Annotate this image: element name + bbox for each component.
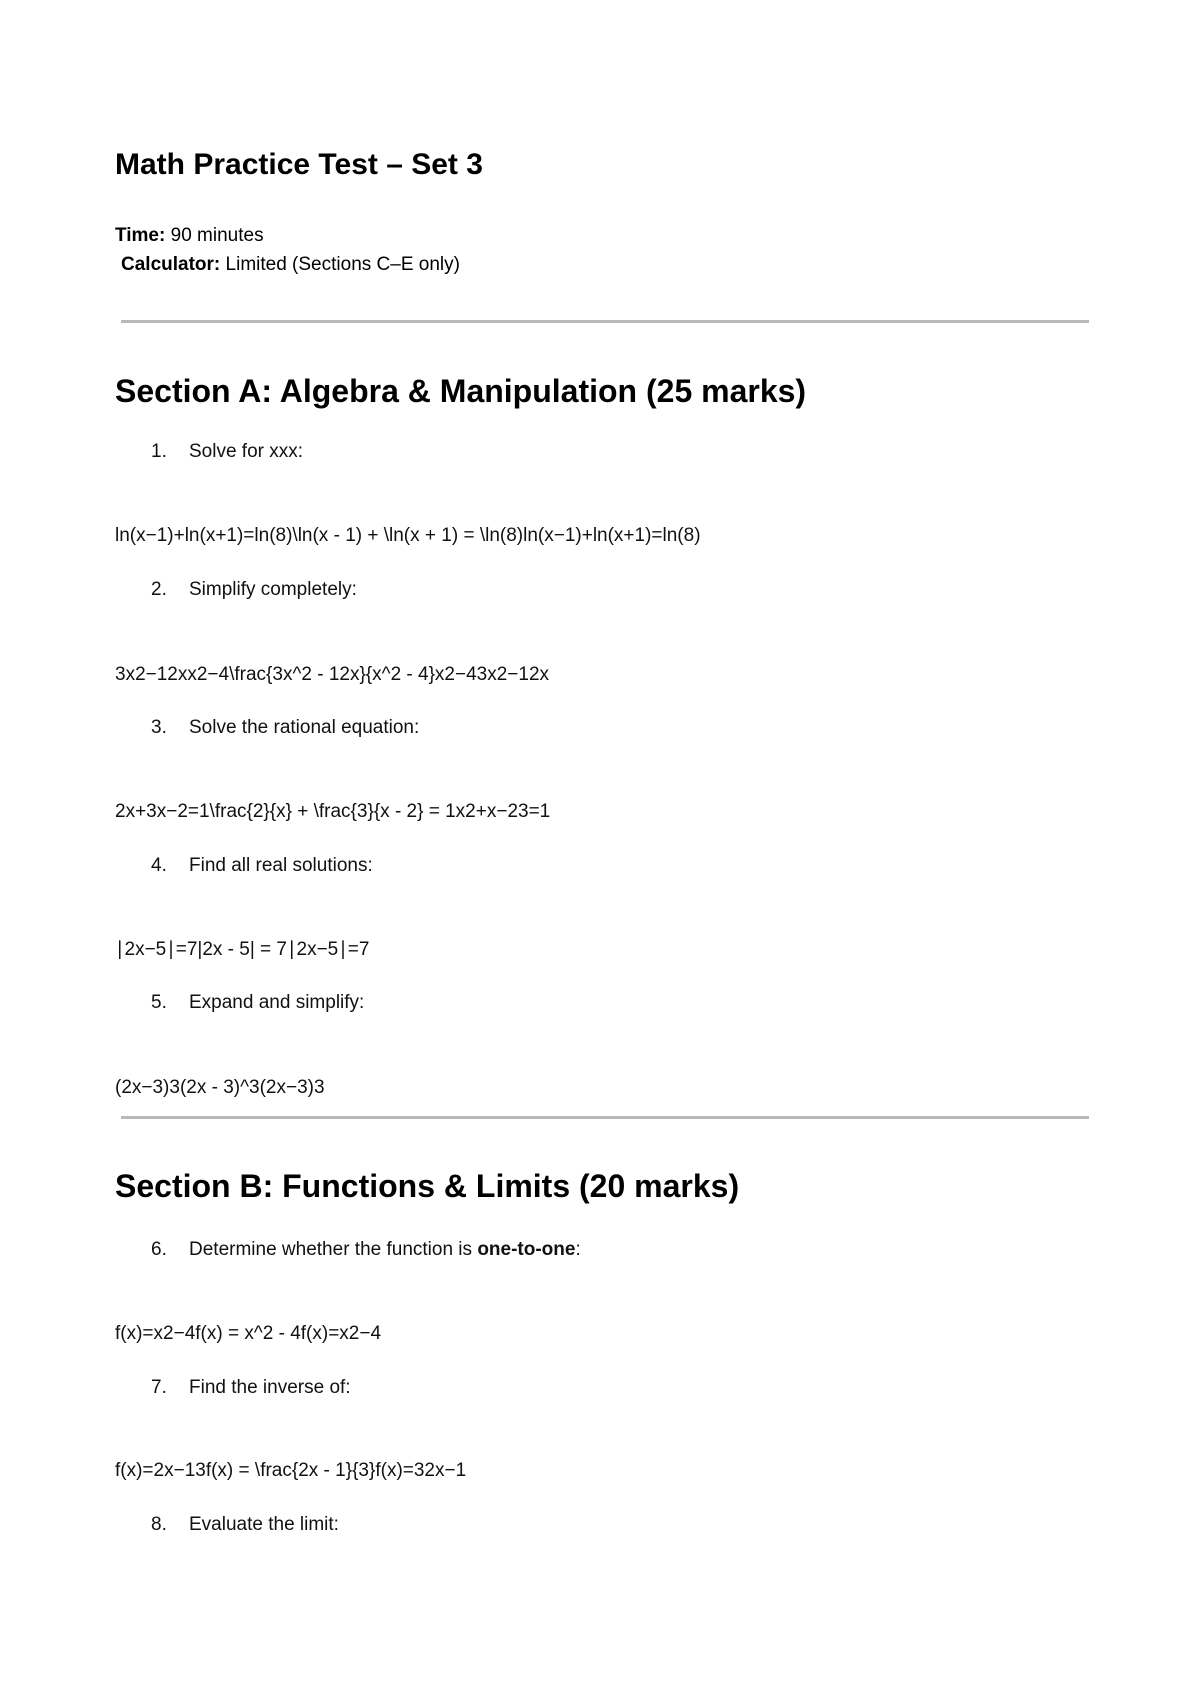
question-3-expression: 2x+3x−2=1\frac{2}{x} + \frac{3}{x - 2} = 1x2+x−23=1 <box>115 801 551 822</box>
question-prompt: Solve the rational equation: <box>189 717 420 738</box>
question-1 <box>151 442 303 461</box>
calculator-value: Limited (Sections C–E only) <box>225 254 460 275</box>
section-a-heading: Section A: Algebra & Manipulation (25 marks) <box>115 373 807 409</box>
question-1-expression: ln(x−1)+ln(x+1)=ln(8)\ln(x - 1) + \ln(x + 1) = \ln(8)ln(x−1)+ln(x+1)=ln(8) <box>115 525 701 546</box>
time-label: Time: <box>115 225 166 246</box>
question-prompt: Solve for xxx: <box>189 441 304 462</box>
question-2-expression: 3x2−12xx2−4\frac{3x^2 - 12x}{x^2 - 4}x2−43x2−12x <box>115 664 550 685</box>
question-number: 5. <box>151 992 167 1013</box>
question-prompt-bold: one-to-one <box>477 1239 576 1260</box>
question-number: 6. <box>151 1239 167 1260</box>
question-4 <box>151 856 373 875</box>
question-3 <box>151 718 419 737</box>
question-6-expression: f(x)=x2−4f(x) = x^2 - 4f(x)=x2−4 <box>115 1323 382 1344</box>
document-page <box>115 0 1090 1694</box>
question-5 <box>151 993 364 1012</box>
question-8 <box>151 1515 339 1534</box>
question-number: 7. <box>151 1377 167 1398</box>
calculator-info <box>121 255 460 274</box>
question-4-expression: ∣2x−5∣=7|2x - 5| = 7∣2x−5∣=7 <box>115 939 370 960</box>
question-number: 8. <box>151 1514 167 1535</box>
question-number: 3. <box>151 717 167 738</box>
question-6 <box>151 1240 581 1259</box>
calculator-label: Calculator: <box>121 254 221 275</box>
question-prompt: Find all real solutions: <box>189 855 373 876</box>
question-7 <box>151 1378 351 1397</box>
question-number: 2. <box>151 579 167 600</box>
section-b-heading: Section B: Functions & Limits (20 marks) <box>115 1168 740 1204</box>
question-prompt: Simplify completely: <box>189 579 357 600</box>
question-prompt: Expand and simplify: <box>189 992 365 1013</box>
question-5-expression: (2x−3)3(2x - 3)^3(2x−3)3 <box>115 1077 325 1098</box>
question-number: 4. <box>151 855 167 876</box>
divider <box>121 320 1089 323</box>
question-2 <box>151 580 357 599</box>
question-prompt: Find the inverse of: <box>189 1377 351 1398</box>
question-prompt-end: : <box>575 1239 581 1260</box>
question-prompt: Determine whether the function is <box>189 1239 478 1260</box>
page-title: Math Practice Test – Set 3 <box>115 148 483 181</box>
question-number: 1. <box>151 441 167 462</box>
time-info <box>115 226 264 245</box>
time-value: 90 minutes <box>170 225 264 246</box>
question-7-expression: f(x)=2x−13f(x) = \frac{2x - 1}{3}f(x)=32x−1 <box>115 1460 467 1481</box>
question-prompt: Evaluate the limit: <box>189 1514 339 1535</box>
divider <box>121 1116 1089 1119</box>
